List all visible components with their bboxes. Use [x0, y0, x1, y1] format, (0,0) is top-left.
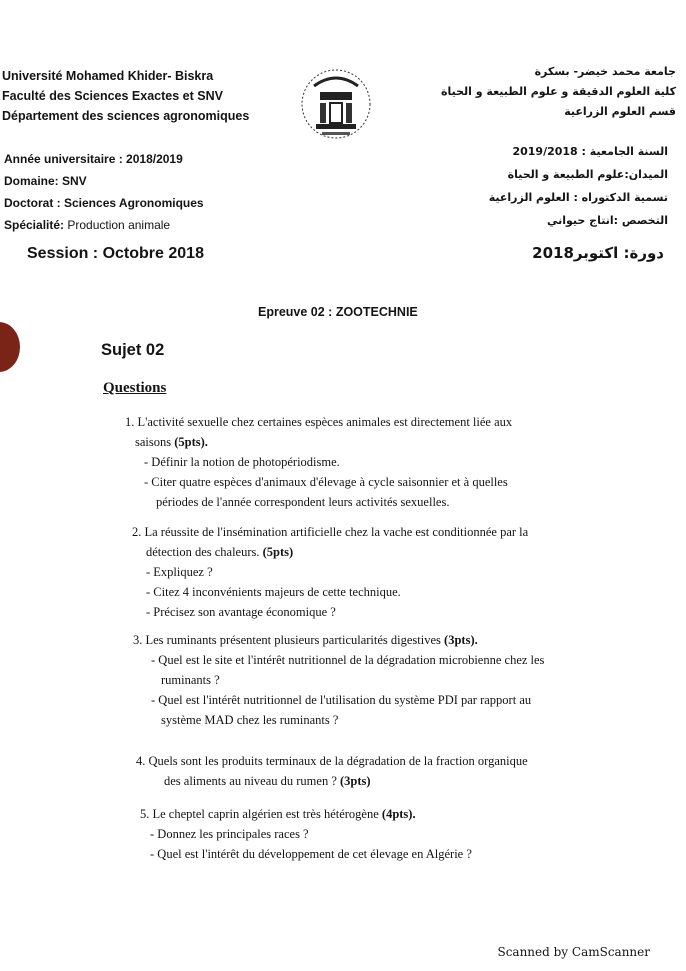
- department-name-ar: قسم العلوم الزراعية: [564, 105, 676, 118]
- doctorat-label: Doctorat :: [4, 196, 64, 210]
- doctorat-ar: تسمية الدكتوراه : العلوم الزراعية: [488, 191, 668, 204]
- question-line: saisons (5pts).: [135, 435, 208, 449]
- question-4: [136, 751, 528, 791]
- academic-year-value: 2018/2019: [126, 152, 183, 166]
- exam-title: Epreuve 02 : ZOOTECHNIE: [258, 305, 418, 319]
- domain: [4, 170, 204, 192]
- specialite-value: Production animale: [67, 218, 171, 232]
- academic-year: [4, 148, 204, 170]
- question-line: système MAD chez les ruminants ?: [161, 713, 339, 727]
- question-line: 5. Le cheptel caprin algérien est très hétérogène (4pts).: [140, 807, 416, 821]
- meta-info-right: [489, 140, 668, 232]
- question-line: des aliments au niveau du rumen ? (3pts): [164, 774, 371, 788]
- question-line: ruminants ?: [161, 673, 220, 687]
- question-line: - Quel est l'intérêt du développement de cet élevage en Algérie ?: [150, 847, 472, 861]
- question-2: [132, 522, 528, 622]
- academic-year-ar: السنة الجامعية : 2019/2018: [512, 145, 668, 158]
- question-line: - Donnez les principales races ?: [150, 827, 309, 841]
- department-name: Département des sciences agronomiques: [2, 109, 250, 123]
- question-line: 2. La réussite de l'insémination artificielle chez la vache est conditionnée par la: [132, 525, 529, 539]
- header-left: [2, 66, 249, 126]
- question-line: - Citer quatre espèces d'animaux d'élevage à cycle saisonnier et à quelles: [144, 475, 508, 489]
- session-ar: دورة: اكتوبر2018: [532, 244, 664, 262]
- domain-value: SNV: [62, 174, 87, 188]
- question-line: détection des chaleurs. (5pts): [146, 545, 294, 559]
- question-line: - Citez 4 inconvénients majeurs de cette technique.: [146, 585, 401, 599]
- specialite: [4, 214, 204, 236]
- questions-heading: Questions: [103, 380, 167, 396]
- question-line: 1. L'activité sexuelle chez certaines espèces animales est directement liée aux: [125, 415, 513, 429]
- specialite-label: Spécialité:: [4, 218, 68, 232]
- domain-label: Domaine:: [4, 174, 63, 188]
- scanner-watermark: Scanned by CamScanner: [497, 945, 650, 959]
- domain-ar: الميدان:علوم الطبيعة و الحياة: [507, 168, 668, 181]
- hole-punch-mark: [0, 322, 20, 372]
- question-line: - Expliquez ?: [146, 565, 213, 579]
- question-3: [133, 630, 544, 730]
- header-right: [441, 62, 676, 122]
- faculty-name-ar: كلية العلوم الدقيقة و علوم الطبيعة و الحياة: [440, 85, 676, 98]
- question-line: - Quel est le site et l'intérêt nutritionnel de la dégradation microbienne chez les: [151, 653, 545, 667]
- doctorat: [4, 192, 204, 214]
- meta-info-left: [4, 148, 204, 236]
- university-name-ar: جامعة محمد خيضر- بسكرة: [534, 65, 676, 78]
- question-line: - Quel est l'intérêt nutritionnel de l'utilisation du système PDI par rapport au: [151, 693, 532, 707]
- question-line: périodes de l'année correspondent leurs activités sexuelles.: [156, 495, 450, 509]
- question-line: 3. Les ruminants présentent plusieurs particularités digestives (3pts).: [133, 633, 478, 647]
- question-line: - Définir la notion de photopériodisme.: [144, 455, 340, 469]
- question-1: [125, 412, 512, 512]
- question-line: 4. Quels sont les produits terminaux de la dégradation de la fraction organique: [136, 754, 528, 768]
- faculty-name: Faculté des Sciences Exactes et SNV: [2, 89, 223, 103]
- question-5: [140, 804, 472, 864]
- university-logo: [296, 66, 376, 142]
- question-line: - Précisez son avantage économique ?: [146, 605, 336, 619]
- doctorat-value: Sciences Agronomiques: [64, 196, 204, 210]
- subject-title: Sujet 02: [101, 341, 165, 359]
- session-fr: Session : Octobre 2018: [27, 245, 204, 262]
- university-name: Université Mohamed Khider- Biskra: [2, 69, 214, 83]
- academic-year-label: Année universitaire :: [4, 152, 127, 166]
- specialite-ar: التخصص :انتاج حيواني: [546, 214, 668, 227]
